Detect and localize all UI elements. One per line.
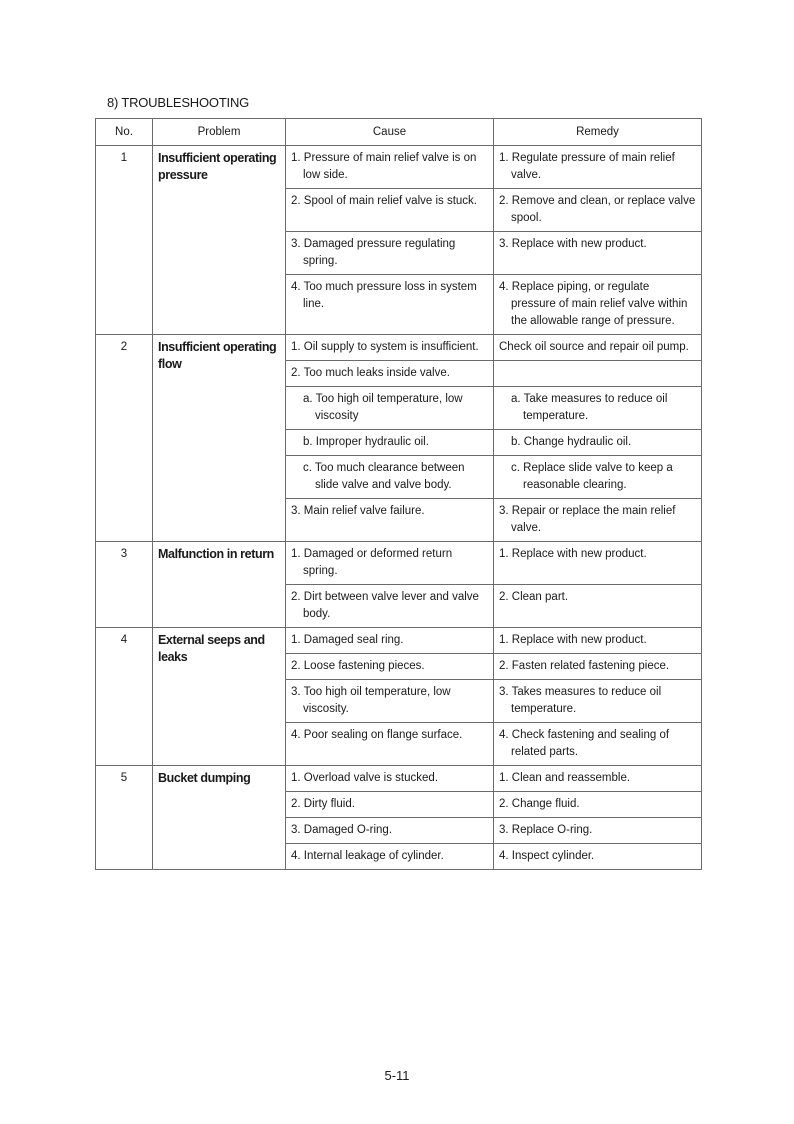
cause-text: a. Too high oil temperature, low viscosity xyxy=(303,393,463,422)
remedy-text: 3. Replace with new product. xyxy=(499,238,647,250)
remedy-cell xyxy=(494,430,702,456)
problem-name: External seeps and leaks xyxy=(153,628,286,766)
problem-name: Insufficient operating flow xyxy=(153,335,286,542)
remedy-cell xyxy=(494,335,702,361)
cause-cell xyxy=(286,456,494,499)
cause-text: c. Too much clearance between slide valve and valve body. xyxy=(303,462,465,491)
cause-text: 2. Dirt between valve lever and valve body. xyxy=(291,591,479,620)
cause-text: 1. Pressure of main relief valve is on low side. xyxy=(291,152,477,181)
troubleshooting-table xyxy=(95,118,702,870)
remedy-cell xyxy=(494,361,702,387)
remedy-cell xyxy=(494,499,702,542)
problem-number: 5 xyxy=(96,766,153,870)
remedy-text: 4. Replace piping, or regulate pressure of main relief valve within the allowable range of pressure. xyxy=(499,281,688,327)
remedy-cell xyxy=(494,723,702,766)
header-cause: Cause xyxy=(286,119,494,146)
remedy-cell xyxy=(494,680,702,723)
table-row xyxy=(96,146,702,189)
remedy-cell xyxy=(494,146,702,189)
remedy-text: 2. Fasten related fastening piece. xyxy=(499,660,670,672)
cause-text: 3. Main relief valve failure. xyxy=(291,505,425,517)
remedy-text: 3. Replace O-ring. xyxy=(499,824,593,836)
cause-cell xyxy=(286,680,494,723)
cause-text: b. Improper hydraulic oil. xyxy=(303,436,429,448)
cause-text: 1. Oil supply to system is insufficient. xyxy=(291,341,479,353)
remedy-cell xyxy=(494,818,702,844)
remedy-cell xyxy=(494,387,702,430)
cause-cell xyxy=(286,387,494,430)
cause-text: 4. Too much pressure loss in system line. xyxy=(291,281,477,310)
table-row xyxy=(96,766,702,792)
remedy-text: 1. Replace with new product. xyxy=(499,548,647,560)
cause-cell xyxy=(286,818,494,844)
table-row xyxy=(96,628,702,654)
cause-text: 1. Damaged or deformed return spring. xyxy=(291,548,453,577)
cause-text: 2. Too much leaks inside valve. xyxy=(291,367,450,379)
cause-cell xyxy=(286,232,494,275)
problem-group-3 xyxy=(96,542,702,628)
remedy-cell xyxy=(494,844,702,870)
cause-cell xyxy=(286,146,494,189)
remedy-text: 1. Regulate pressure of main relief valve. xyxy=(499,152,675,181)
remedy-text: 2. Remove and clean, or replace valve spool. xyxy=(499,195,696,224)
remedy-cell xyxy=(494,189,702,232)
header-no: No. xyxy=(96,119,153,146)
page-number: 5-11 xyxy=(384,1068,410,1083)
problem-group-5 xyxy=(96,766,702,870)
problem-name: Insufficient operating pressure xyxy=(153,146,286,335)
remedy-text: 2. Clean part. xyxy=(499,591,569,603)
section-title: 8) TROUBLESHOOTING xyxy=(107,95,250,110)
cause-cell xyxy=(286,766,494,792)
problem-name: Bucket dumping xyxy=(153,766,286,870)
cause-cell xyxy=(286,628,494,654)
table-header-row xyxy=(96,119,702,146)
remedy-text: 4. Inspect cylinder. xyxy=(499,850,595,862)
cause-cell xyxy=(286,361,494,387)
cause-cell xyxy=(286,792,494,818)
cause-cell xyxy=(286,844,494,870)
cause-cell xyxy=(286,430,494,456)
cause-text: 3. Damaged pressure regulating spring. xyxy=(291,238,456,267)
remedy-cell xyxy=(494,792,702,818)
cause-cell xyxy=(286,189,494,232)
cause-text: 3. Too high oil temperature, low viscosity. xyxy=(291,686,451,715)
cause-cell xyxy=(286,542,494,585)
remedy-text: 3. Takes measures to reduce oil temperature. xyxy=(499,686,662,715)
remedy-cell xyxy=(494,456,702,499)
cause-text: 4. Poor sealing on flange surface. xyxy=(291,729,463,741)
remedy-cell xyxy=(494,766,702,792)
cause-cell xyxy=(286,654,494,680)
remedy-cell xyxy=(494,585,702,628)
problem-group-1 xyxy=(96,146,702,335)
remedy-text: 1. Clean and reassemble. xyxy=(499,772,631,784)
problem-number: 3 xyxy=(96,542,153,628)
cause-cell xyxy=(286,723,494,766)
problem-group-4 xyxy=(96,628,702,766)
cause-text: 1. Damaged seal ring. xyxy=(291,634,404,646)
remedy-cell xyxy=(494,275,702,335)
cause-text: 2. Dirty fluid. xyxy=(291,798,355,810)
table-row xyxy=(96,542,702,585)
remedy-text: 3. Repair or replace the main relief valve. xyxy=(499,505,676,534)
remedy-cell xyxy=(494,654,702,680)
remedy-cell xyxy=(494,232,702,275)
problem-group-2 xyxy=(96,335,702,542)
header-problem: Problem xyxy=(153,119,286,146)
cause-cell xyxy=(286,275,494,335)
cause-text: 3. Damaged O-ring. xyxy=(291,824,392,836)
remedy-cell xyxy=(494,542,702,585)
remedy-text: c. Replace slide valve to keep a reasonable clearing. xyxy=(511,462,673,491)
remedy-text: 1. Replace with new product. xyxy=(499,634,647,646)
table-row xyxy=(96,335,702,361)
header-remedy: Remedy xyxy=(494,119,702,146)
remedy-text: 2. Change fluid. xyxy=(499,798,580,810)
remedy-cell xyxy=(494,628,702,654)
problem-name: Malfunction in return xyxy=(153,542,286,628)
cause-text: 1. Overload valve is stucked. xyxy=(291,772,439,784)
problem-number: 2 xyxy=(96,335,153,542)
problem-number: 4 xyxy=(96,628,153,766)
cause-text: 4. Internal leakage of cylinder. xyxy=(291,850,444,862)
remedy-text: b. Change hydraulic oil. xyxy=(511,436,632,448)
cause-cell xyxy=(286,335,494,361)
cause-cell xyxy=(286,499,494,542)
problem-number: 1 xyxy=(96,146,153,335)
cause-cell xyxy=(286,585,494,628)
remedy-text: a. Take measures to reduce oil temperature. xyxy=(511,393,668,422)
cause-text: 2. Loose fastening pieces. xyxy=(291,660,425,672)
remedy-text: Check oil source and repair oil pump. xyxy=(499,341,689,353)
remedy-text: 4. Check fastening and sealing of related parts. xyxy=(499,729,670,758)
cause-text: 2. Spool of main relief valve is stuck. xyxy=(291,195,477,207)
